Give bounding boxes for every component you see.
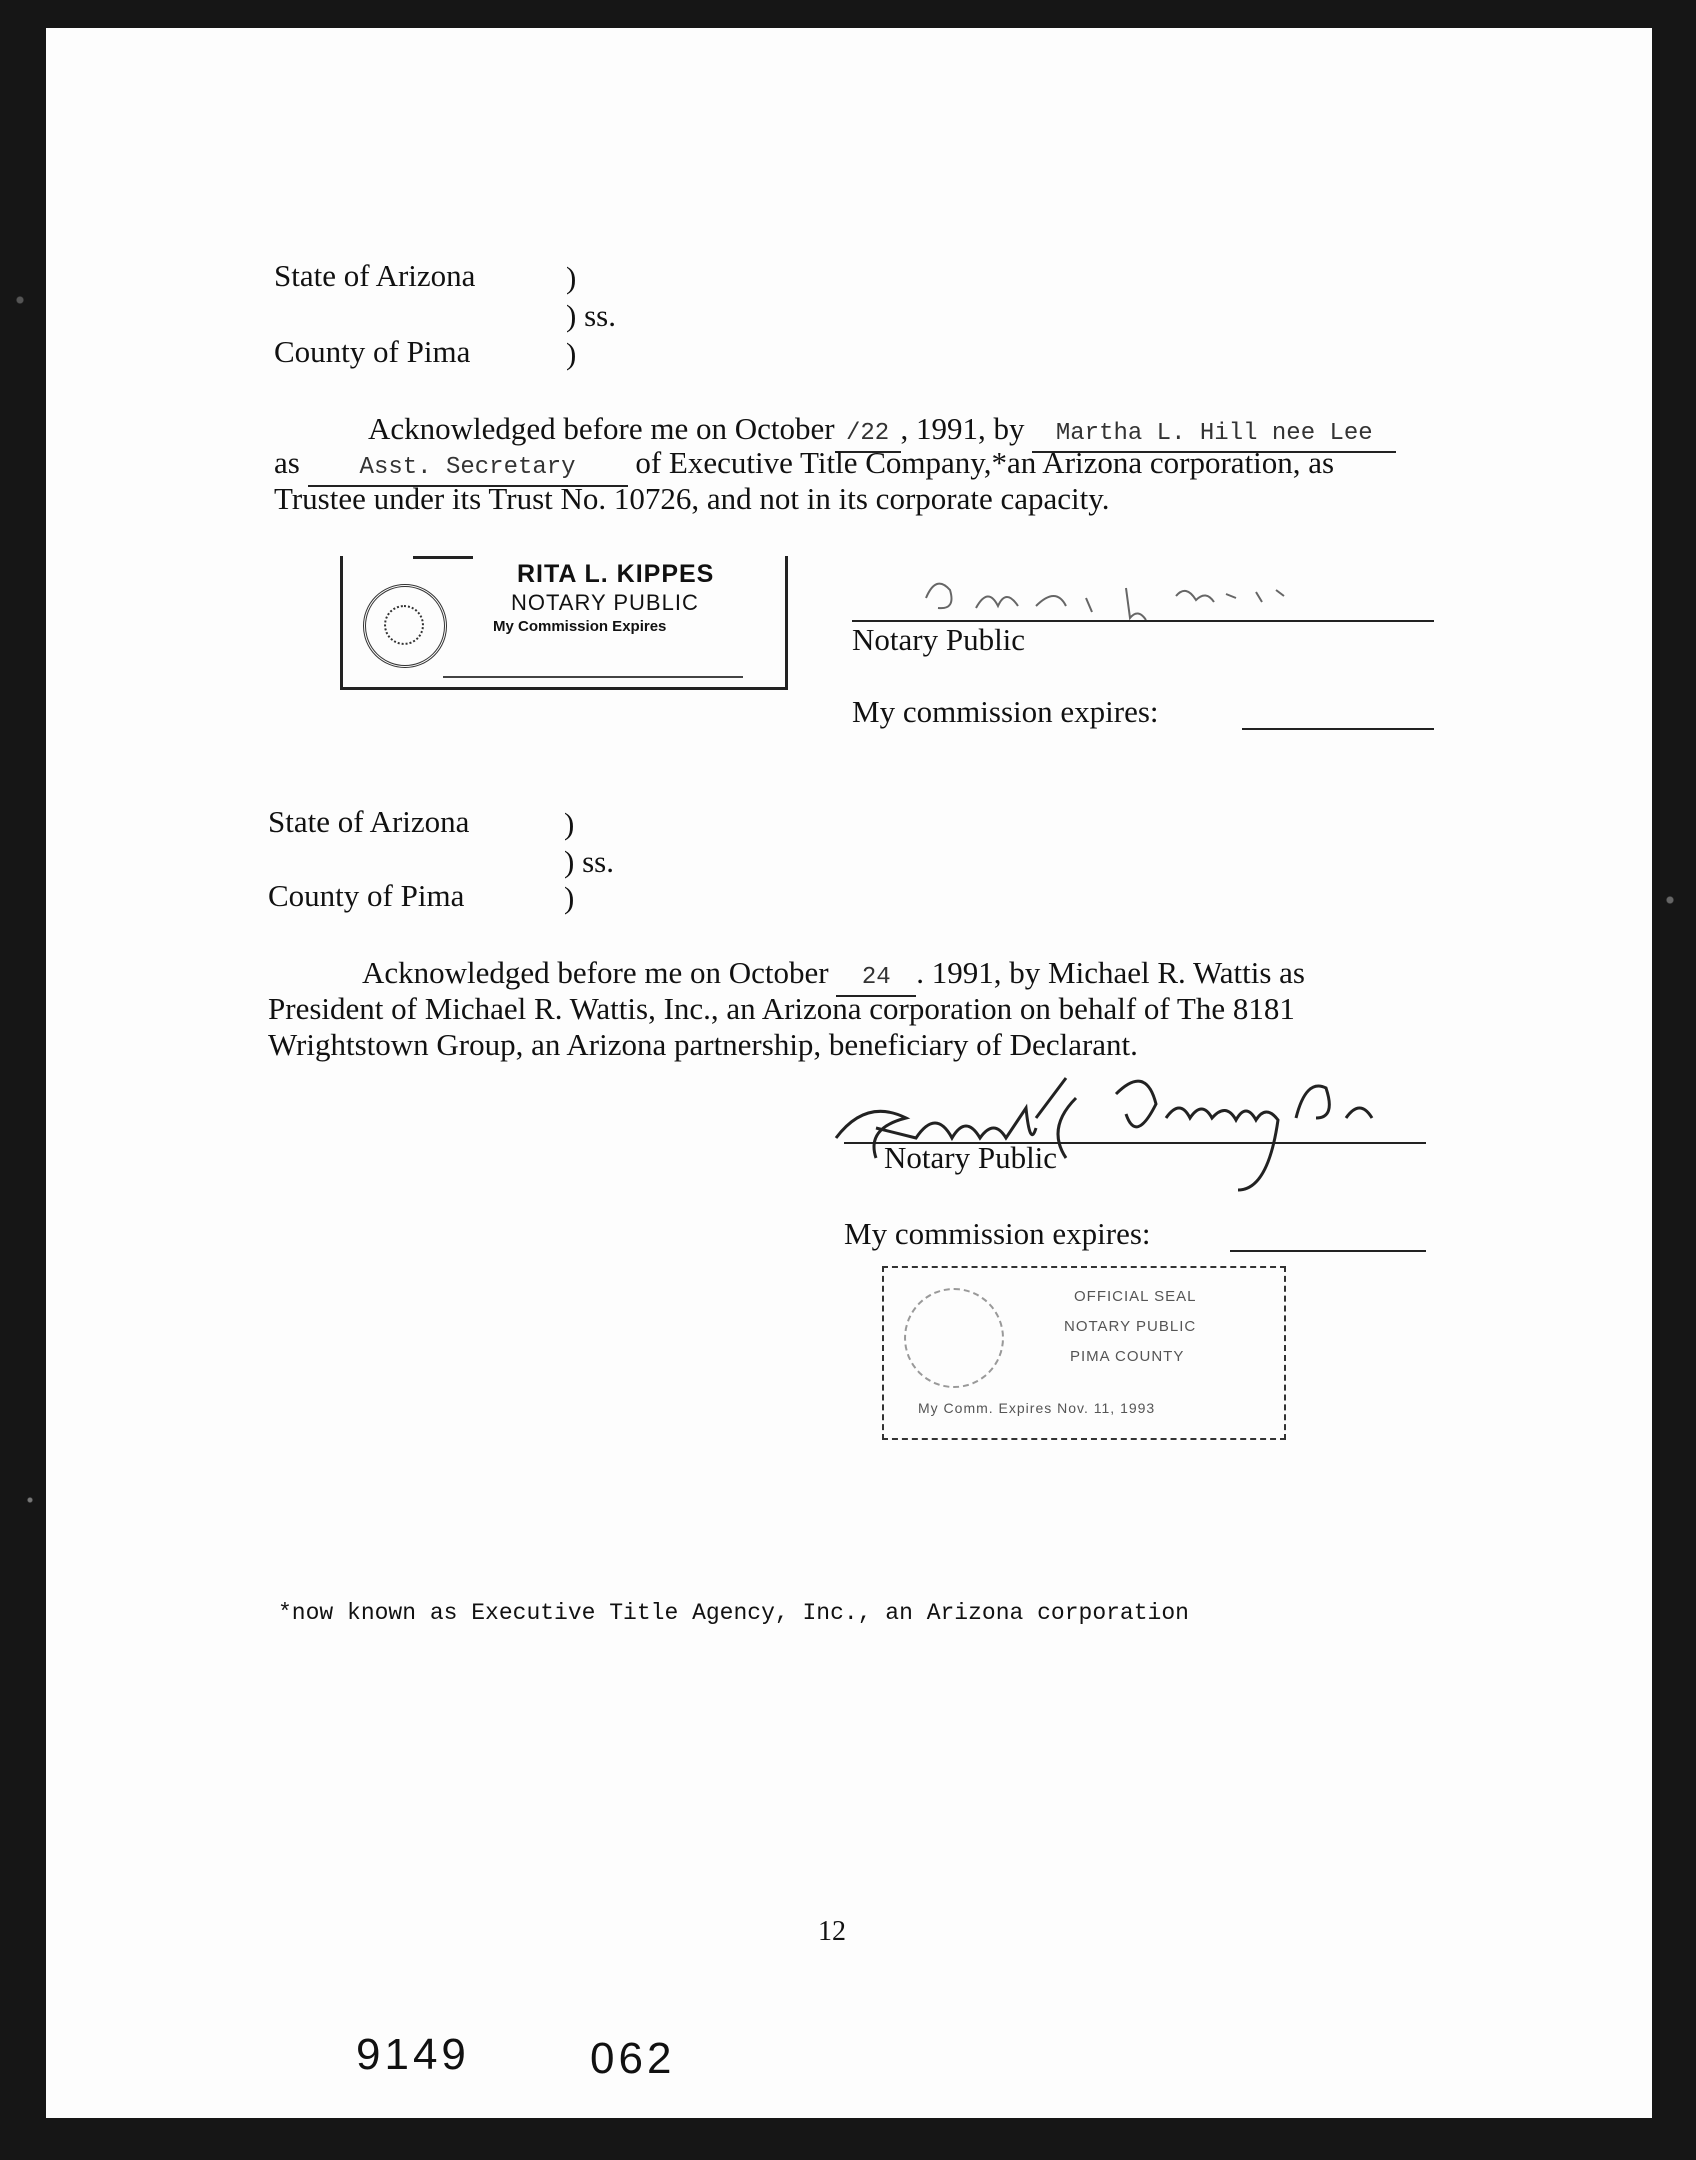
stamp2-line3: PIMA COUNTY [1070,1348,1185,1365]
notary-stamp-2 [882,1266,1286,1440]
paren-1a: ) [566,260,577,295]
paren-2a: ) [564,806,575,841]
seal-circle-icon [904,1288,1004,1388]
commission-line-1 [1242,728,1434,730]
notary-signature-1 [886,568,1346,628]
ack-date-fill-1: /22 [835,417,901,453]
state-label-2: State of Arizona [268,804,470,839]
footnote: *now known as Executive Title Agency, Inc., an Arizona corporation [278,1600,1189,1626]
stamp2-expires: My Comm. Expires Nov. 11, 1993 [918,1400,1156,1416]
notary-signature-2 [816,1058,1456,1198]
ack-line-2c: Wrightstown Group, an Arizona partnership, beneficiary of Declarant. [268,1027,1138,1062]
ack-year-1: , 1991, by [900,411,1025,446]
ack-line-1c: Trustee under its Trust No. 10726, and not in its corporate capacity. [274,481,1110,516]
stamp1-expires-label: My Commission Expires [493,618,667,635]
ss-label-1: ) ss. [566,298,616,333]
notary-stamp-1 [340,556,788,690]
stamp2-line2: NOTARY PUBLIC [1064,1318,1197,1335]
ack-line-2b: President of Michael R. Wattis, Inc., an Arizona corporation on behalf of The 8181 [268,991,1295,1026]
state-label-1: State of Arizona [274,258,476,293]
document-page [46,28,1652,2118]
notary-label-1: Notary Public [852,622,1026,657]
county-label-1: County of Pima [274,334,471,369]
stamp2-line1: OFFICIAL SEAL [1074,1288,1197,1305]
ack-text-1b: of Executive Title Company,*an Arizona corporation, as [635,445,1335,480]
page-number: 12 [818,1916,846,1947]
doc-number-left: 9149 [356,2030,470,2079]
notary-seal-icon [363,584,447,668]
paren-2c: ) [564,880,575,915]
ack-date-fill-2: 24 [836,961,916,997]
county-label-2: County of Pima [268,878,465,913]
commission-label-1: My commission expires: [852,694,1159,729]
stamp1-name: RITA L. KIPPES [517,560,715,588]
doc-number-right: 062 [590,2034,676,2083]
ack-text-2: Acknowledged before me on October [362,955,829,990]
commission-line-2 [1230,1250,1426,1252]
ack-year-2: . 1991, by Michael R. Wattis as [916,955,1305,990]
paren-1c: ) [566,336,577,371]
ack-name-fill-1: Martha L. Hill nee Lee [1032,417,1396,453]
stamp1-title: NOTARY PUBLIC [511,590,699,615]
ack-title-fill-1: Asst. Secretary [308,451,628,487]
commission-label-2: My commission expires: [844,1216,1151,1251]
ack-as-1: as [274,445,300,480]
ack-text-1: Acknowledged before me on October [368,411,835,446]
ss-label-2: ) ss. [564,844,614,879]
notary-label-2: Notary Public [884,1140,1058,1175]
